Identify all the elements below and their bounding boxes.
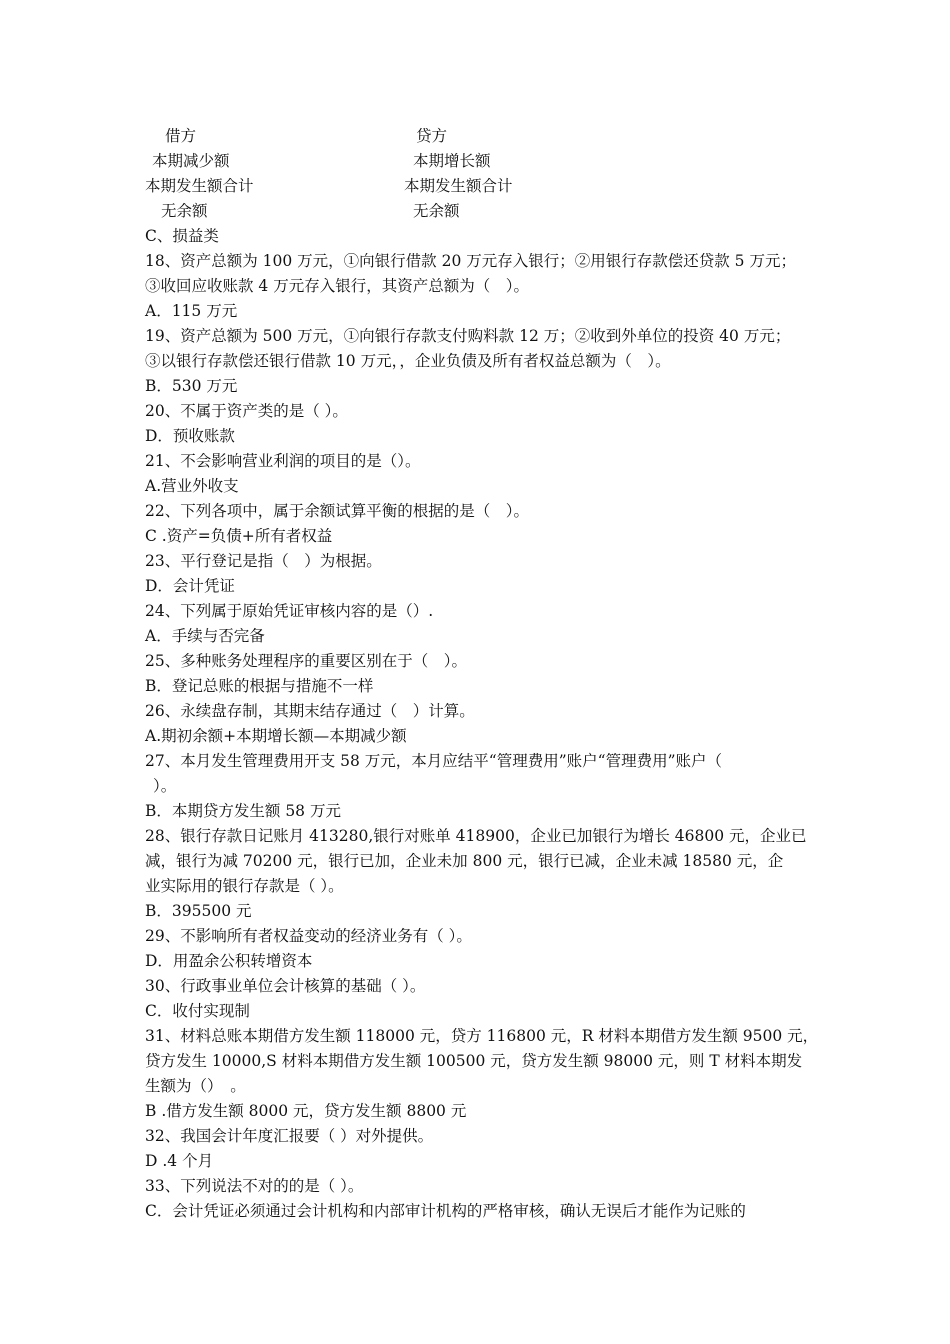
text-line: 33、下列说法不对的的是（ ）。	[145, 1177, 364, 1195]
text-line: ③以银行存款偿还银行借款 10 万元，，企业负债及所有者权益总额为（ ）。	[145, 352, 671, 370]
text-line: A．手续与否完备	[145, 627, 265, 645]
debit-cell: 本期减少额	[152, 152, 230, 170]
text-line: ③收回应收账款 4 万元存入银行，其资产总额为（ ）。	[145, 277, 529, 295]
text-line: 19、资产总额为 500 万元，①向银行存款支付购料款 12 万；②收到外单位的投资 40 万元；	[145, 327, 791, 345]
text-line: 21、不会影响营业利润的项目的是（）。	[145, 452, 421, 470]
text-line: D．用盈余公积转增资本	[145, 952, 313, 970]
debit-cell: 本期发生额合计	[145, 177, 254, 195]
text-line: A.营业外收支	[145, 477, 239, 495]
text-line: A.期初余额+本期增长额—本期减少额	[145, 727, 407, 745]
text-line: ）。	[153, 777, 177, 795]
text-line: 生额为（） 。	[145, 1077, 246, 1095]
text-line: 30、行政事业单位会计核算的基础（ ）。	[145, 977, 426, 995]
text-line: B．本期贷方发生额 58 万元	[145, 802, 341, 820]
text-line: 24、下列属于原始凭证审核内容的是（）.	[145, 602, 434, 620]
text-line: D．预收账款	[145, 427, 235, 445]
debit-header: 借方	[165, 127, 197, 145]
text-line: 32、我国会计年度汇报要（ ）对外提供。	[145, 1127, 434, 1145]
text-line: 18、资产总额为 100 万元，①向银行借款 20 万元存入银行；②用银行存款偿还贷款 5 万元；	[145, 252, 796, 270]
t-account-row	[0, 149, 950, 174]
text-line: B．登记总账的根据与措施不一样	[145, 677, 374, 695]
t-account-table	[0, 124, 950, 224]
debit-cell: 无余额	[161, 202, 208, 220]
credit-cell: 无余额	[413, 202, 460, 220]
text-line: 22、下列各项中，属于余额试算平衡的根据的是（ ）。	[145, 502, 529, 520]
text-line: C .资产=负债+所有者权益	[145, 527, 333, 545]
text-line: 29、不影响所有者权益变动的经济业务有（ ）。	[145, 927, 472, 945]
text-line: D .4 个月	[145, 1152, 214, 1170]
credit-cell: 本期发生额合计	[404, 177, 513, 195]
text-line: B．530 万元	[145, 377, 238, 395]
text-line: 业实际用的银行存款是（ ）。	[145, 877, 344, 895]
text-line: 23、平行登记是指（ ）为根据。	[145, 552, 382, 570]
text-line: 27、本月发生管理费用开支 58 万元，本月应结平“管理费用”账户“管理费用”账户（	[145, 752, 722, 770]
t-account-row	[0, 124, 950, 149]
text-line: 26、永续盘存制，其期末结存通过（ ）计算。	[145, 702, 475, 720]
text-line: 减，银行为减 70200 元，银行已加，企业未加 800 元，银行已减，企业未减 18580 元，企	[145, 852, 784, 870]
t-account-row	[0, 174, 950, 199]
text-line: C．会计凭证必须通过会计机构和内部审计机构的严格审核，确认无误后才能作为记账的	[145, 1202, 746, 1220]
question-text-body	[145, 224, 819, 1224]
text-line: A．115 万元	[145, 302, 238, 320]
text-line: 31、材料总账本期借方发生额 118000 元，贷方 116800 元，R 材料本期借方发生额 9500 元，	[145, 1027, 819, 1045]
credit-cell: 本期增长额	[413, 152, 491, 170]
text-line: C．收付实现制	[145, 1002, 250, 1020]
text-line: 25、多种账务处理程序的重要区别在于（ ）。	[145, 652, 467, 670]
text-line: B .借方发生额 8000 元，贷方发生额 8800 元	[145, 1102, 467, 1120]
t-account-row	[0, 199, 950, 224]
text-line: C、损益类	[145, 227, 219, 245]
credit-header: 贷方	[416, 127, 448, 145]
text-line: D．会计凭证	[145, 577, 235, 595]
text-line: B．395500 元	[145, 902, 252, 920]
text-line: 28、银行存款日记账月 413280,银行对账单 418900，企业已加银行为增长 46800 元，企业已	[145, 827, 807, 845]
text-line: 贷方发生 10000,S 材料本期借方发生额 100500 元，贷方发生额 98000 元，则 T 材料本期发	[145, 1052, 803, 1070]
text-line: 20、不属于资产类的是（ ）。	[145, 402, 348, 420]
